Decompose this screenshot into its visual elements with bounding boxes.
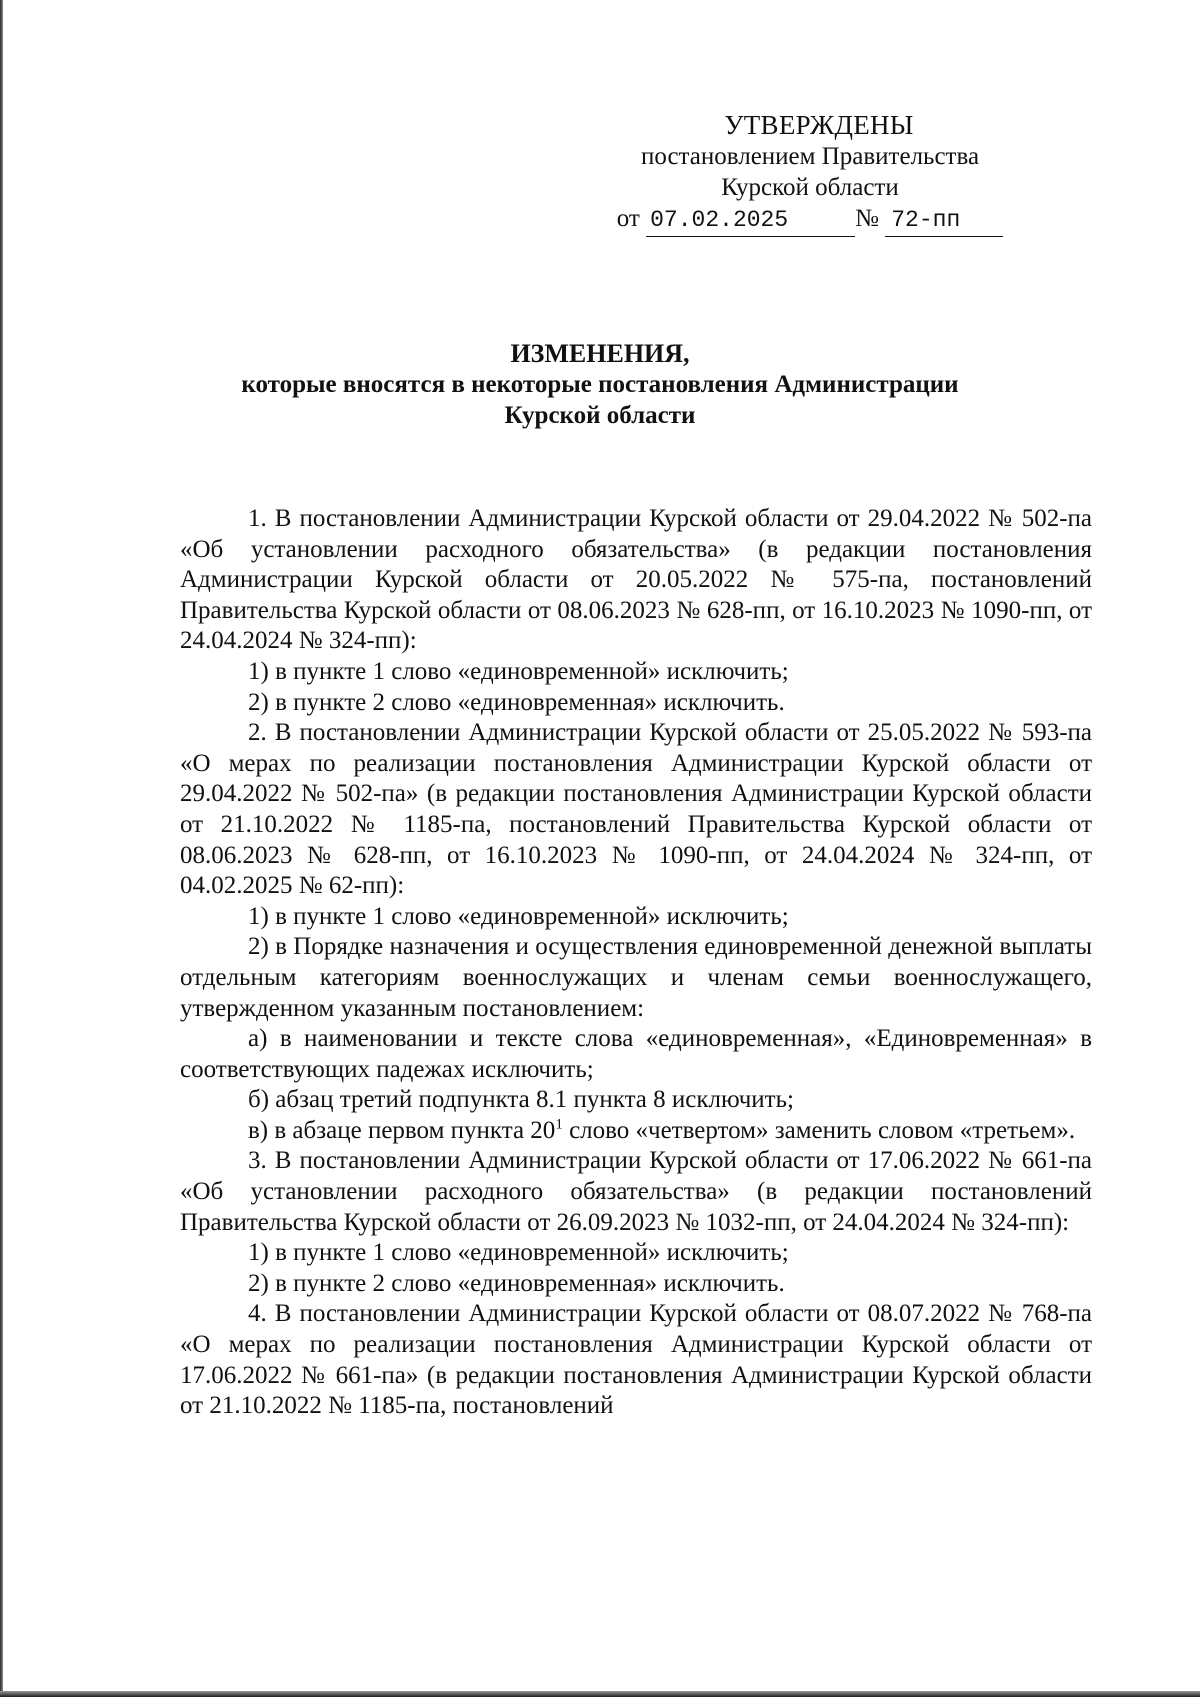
approval-block [560,110,1060,237]
approval-line-2: Курской области [721,174,899,201]
paragraph: а) в наименовании и тексте слова «единовременная», «Единовременная» в соответствующих падежах исключить; [180,1025,1092,1083]
heading-title: ИЗМЕНЕНИЯ, [510,339,690,368]
paragraph-v [180,1116,1092,1147]
paragraph-v-before: в) в абзаце первом пункта 20 [248,1116,556,1144]
paragraph: 1. В постановлении Администрации Курской области от 29.04.2022 № 502-па «Об установлении расходного обязательства» (в редакции постановления Администрации Курской области от 20.05.2022 № 575-па, постановлений Правительства Курской области от 08.06.2023 № 628-пп, от 16.10.2023 № 1090-пп, от 24.04.2024 № 324-пп): [180,505,1092,655]
paragraph: б) абзац третий подпункта 8.1 пункта 8 исключить; [248,1086,794,1114]
number-value: 72-пп [885,205,1003,237]
number-prefix: № [855,205,879,232]
heading-subtitle-line-2: Курской области [504,402,696,429]
paragraph-v-after: слово «четвертом» заменить словом «третьем». [562,1116,1076,1144]
document-heading [180,338,1020,431]
paragraph: 1) в пункте 1 слово «единовременной» исключить; [248,657,789,685]
date-value: 07.02.2025 [646,205,855,237]
scan-edge-left [0,0,3,1697]
paragraph: 2) в Порядке назначения и осуществления единовременной денежной выплаты отдельным категориям военнослужащих и членам семьи военнослужащего, утвержденном указанным постановлением: [180,933,1092,1022]
paragraph: 1) в пункте 1 слово «единовременной» исключить; [248,902,789,930]
document-body [180,504,1092,1422]
paragraph: 3. В постановлении Администрации Курской области от 17.06.2022 № 661-па «Об установлении расходного обязательства» (в редакции постановлений Правительства Курской области от 26.09.2023 № 1032-пп, от 24.04.2024 № 324-пп): [180,1147,1092,1236]
paragraph-v-superscript: 1 [555,1116,563,1133]
approval-line-1: постановлением Правительства [640,143,980,170]
approval-title: УТВЕРЖДЕНЫ [724,110,914,140]
paragraph: 2. В постановлении Администрации Курской области от 25.05.2022 № 593-па «О мерах по реализации постановления Администрации Курской области от 29.04.2022 № 502-па» (в редакции постановления Администрации Курской области от 21.10.2022 № 1185-па, постановлений Правительства Курской области от 08.06.2023 № 628-пп, от 16.10.2023 № 1090-пп, от 24.04.2024 № 324-пп, от 04.02.2025 № 62-пп): [180,719,1092,900]
paragraph: 2) в пункте 2 слово «единовременная» исключить. [248,688,785,716]
paragraph: 4. В постановлении Администрации Курской области от 08.07.2022 № 768-па «О мерах по реализации постановления Администрации Курской области от 17.06.2022 № 661-па» (в редакции постановления Администрации Курской области от 21.10.2022 № 1185-па, постановлений [180,1300,1092,1420]
paragraph: 2) в пункте 2 слово «единовременная» исключить. [248,1269,785,1297]
heading-subtitle-line-1: которые вносятся в некоторые постановления Администрации [241,371,959,398]
date-prefix: от [616,205,640,232]
scan-edge-bottom [0,1691,1200,1697]
paragraph: 1) в пункте 1 слово «единовременной» исключить; [248,1239,789,1267]
approval-date-line [560,203,1060,237]
